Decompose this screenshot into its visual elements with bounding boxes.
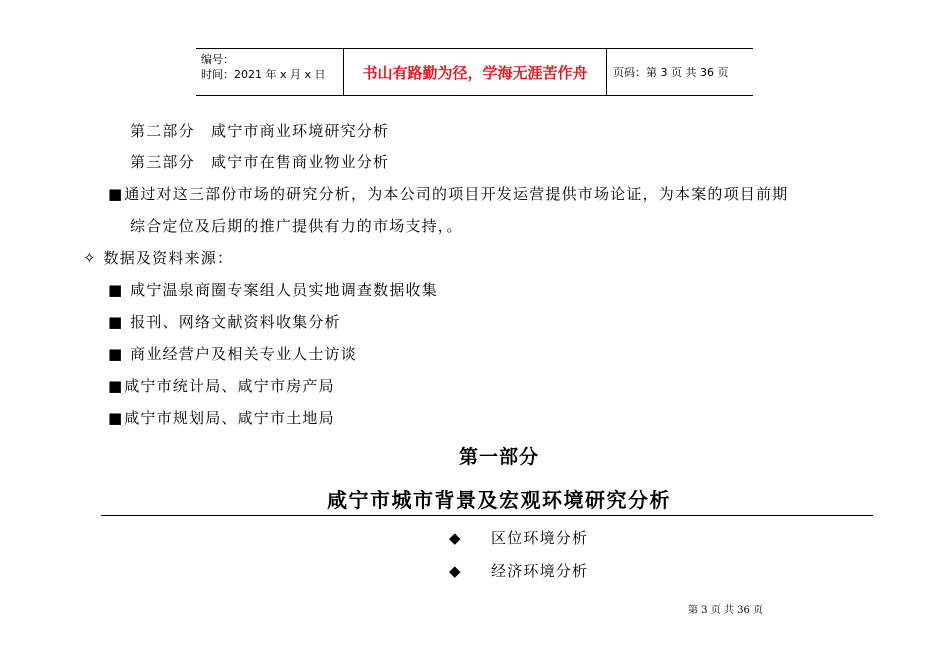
page-header <box>196 48 753 96</box>
section-item <box>449 561 588 581</box>
header-meta <box>196 49 344 95</box>
section-part-heading: 第一部分 <box>458 446 539 468</box>
source-item-text: 报刊、网络文献资料收集分析 <box>130 313 341 331</box>
source-item <box>108 344 357 364</box>
time-label: 时间：2021 年 x 月 x 日 <box>201 68 326 81</box>
source-item-text: 咸宁温泉商圈专案组人员实地调查数据收集 <box>130 281 438 299</box>
square-bullet-icon: ■ <box>108 281 123 299</box>
source-item <box>108 408 335 428</box>
section-item-text: 经济环境分析 <box>491 562 589 580</box>
source-item-text: 商业经营户及相关专业人士访谈 <box>130 345 357 363</box>
page-footer: 第 3 页 共 36 页 <box>688 605 763 616</box>
sources-heading <box>83 248 233 268</box>
header-motto: 书山有路勤为径，学海无涯苦作舟 <box>344 49 607 95</box>
square-bullet-icon: ■ <box>108 185 123 203</box>
purpose-text-1: 通过对这三部份市场的研究分析，为本公司的项目开发运营提供市场论证，为本案的项目前期 <box>124 185 789 203</box>
purpose-paragraph-line-2: 综合定位及后期的推广提供有力的市场支持，。 <box>130 217 463 235</box>
source-item <box>108 376 335 396</box>
source-item-text: 咸宁市规划局、咸宁市土地局 <box>124 409 335 427</box>
toc-line-2: 第二部分 咸宁市商业环境研究分析 <box>130 122 390 140</box>
source-item <box>108 280 438 300</box>
square-bullet-icon: ■ <box>108 377 123 395</box>
header-page-label: 页码：第 3 页 共 36 页 <box>613 66 729 79</box>
square-bullet-icon: ■ <box>108 345 123 363</box>
section-item <box>449 528 588 548</box>
star-outline-icon: ✧ <box>83 249 96 267</box>
source-item-text: 咸宁市统计局、咸宁市房产局 <box>124 377 335 395</box>
square-bullet-icon: ■ <box>108 313 123 331</box>
diamond-bullet-icon: ◆ <box>449 529 462 547</box>
sources-heading-text: 数据及资料来源： <box>103 249 234 267</box>
diamond-bullet-icon: ◆ <box>449 562 462 580</box>
toc-line-3: 第三部分 咸宁市在售商业物业分析 <box>130 153 390 171</box>
square-bullet-icon: ■ <box>108 409 123 427</box>
number-label: 编号： <box>201 53 234 66</box>
purpose-paragraph-line-1 <box>108 184 788 204</box>
section-divider <box>101 515 873 516</box>
source-item <box>108 312 341 332</box>
section-title: 咸宁市城市背景及宏观环境研究分析 <box>327 488 671 512</box>
section-item-text: 区位环境分析 <box>491 529 589 547</box>
